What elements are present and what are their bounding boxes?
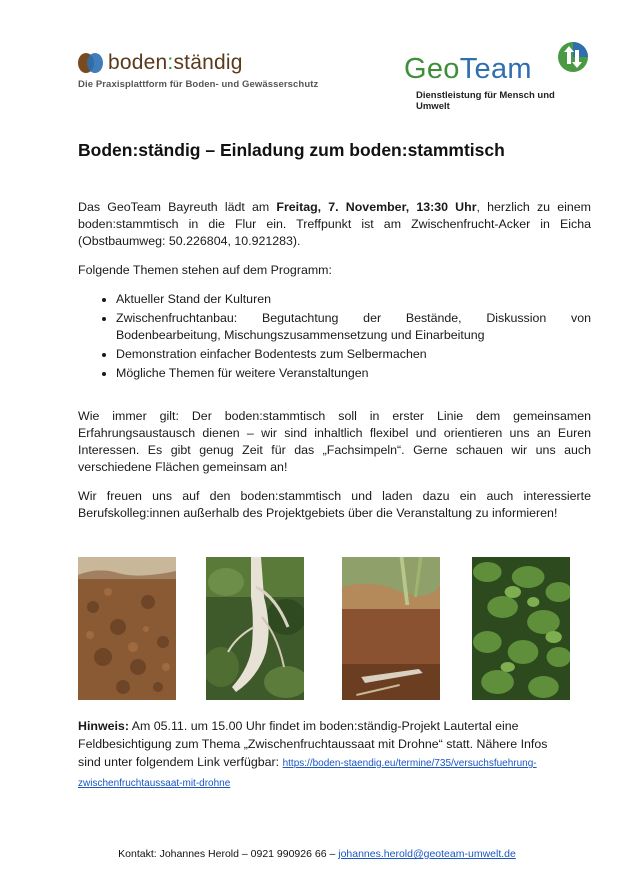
program-intro: Folgende Themen stehen auf dem Programm: <box>78 263 332 277</box>
photo-strip <box>78 557 568 700</box>
paragraph-exchange: Wie immer gilt: Der boden:stammtisch soll in erster Linie dem gemeinsamen Erfahrungsaustausch dienen – wir sind inhaltlich flexibel und orientieren uns an Euren Interessen. Es gibt genug Zeit für das „Fachsimpeln“. Gerne schauen wir uns auch verschiedene Flächen gemeinsam an! <box>78 409 591 474</box>
intro-paragraph: Das GeoTeam Bayreuth lädt am Freitag, 7. November, 13:30 Uhr, herzlich zu einem boden:stammtisch in die Flur ein. Treffpunkt ist am Zwischenfrucht-Acker in Eicha (Obstbaumweg: 50.226804, 10.921283). <box>78 200 591 248</box>
program-list <box>78 291 591 382</box>
contact-text: Kontakt: Johannes Herold – 0921 990926 66 – <box>118 848 339 860</box>
document-body <box>78 199 591 534</box>
list-item: • Aktueller Stand der Kulturen <box>116 291 591 308</box>
boden-staendig-tagline: Die Praxisplattform für Boden- und Gewässerschutz <box>78 79 319 90</box>
geoteam-logo <box>404 40 590 112</box>
geoteam-tagline: Dienstleistung für Mensch und Umwelt <box>416 90 555 112</box>
boden-staendig-logo-name: boden:ständig <box>108 51 243 74</box>
event-link[interactable]: https://boden-staendig.eu/termine/735/versuchsfuehrung-zwischenfruchtaussaat-mit-drohne <box>78 758 537 789</box>
list-item: • Zwischenfruchtanbau: Begutachtung der Bestände, Diskussion von Bodenbearbeitung, Mischungszusammensetzung und Einarbeitung <box>116 310 591 344</box>
contact-footer <box>0 848 634 860</box>
boden-staendig-logo-mark-icon <box>78 53 104 73</box>
photo-catch-crop-leaves <box>472 557 570 700</box>
list-item: • Demonstration einfacher Bodentests zum Selbermachen <box>116 346 591 363</box>
paragraph-invitation: Wir freuen uns auf den boden:stammtisch und laden dazu ein auch interessierte Berufskolleg:innen außerhalb des Projektgebiets über die Veranstaltung zu informieren! <box>78 489 591 520</box>
contact-email-link[interactable]: johannes.herold@geoteam-umwelt.de <box>338 848 516 860</box>
list-item: • Mögliche Themen für weitere Veranstaltungen <box>116 365 591 382</box>
geoteam-logo-name: GeoTeam <box>404 53 532 85</box>
page-title: Boden:ständig – Einladung zum boden:stammtisch <box>78 140 505 160</box>
geoteam-logo-mark-icon <box>556 40 590 74</box>
hint-paragraph <box>78 717 558 793</box>
hint-text: Am 05.11. um 15.00 Uhr findet im boden:ständig-Projekt Lautertal eine Feldbesichtigung zum Thema „Zwischenfruchtaussaat mit Drohne“ statt. Nähere Infos sind unter folgendem Link verfügbar: <box>78 719 548 769</box>
event-date: Freitag, 7. November, 13:30 Uhr <box>276 200 477 214</box>
hint-label: Hinweis: <box>78 719 129 733</box>
photo-root <box>206 557 304 700</box>
photo-soil-surface <box>78 557 176 700</box>
photo-soil-profile <box>342 557 440 700</box>
boden-staendig-logo <box>78 52 318 90</box>
